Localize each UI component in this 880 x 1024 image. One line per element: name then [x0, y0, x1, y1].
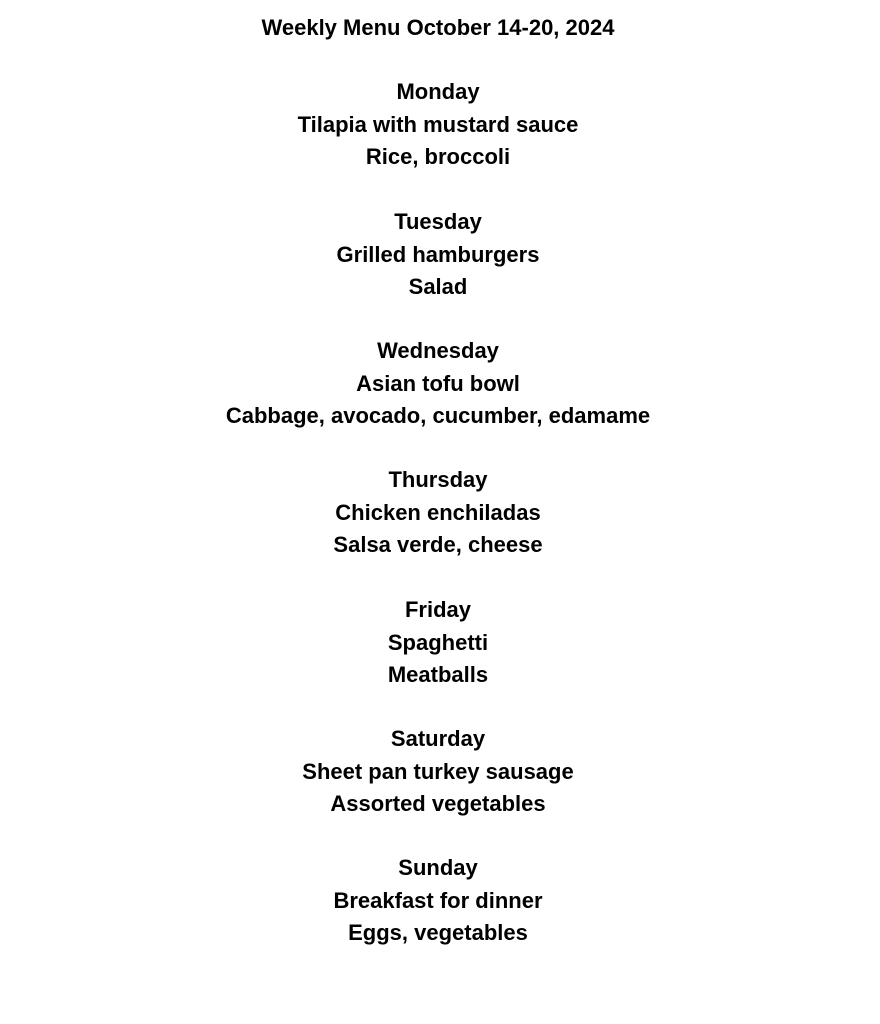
side-dish: Salsa verde, cheese: [333, 532, 543, 557]
day-name: Wednesday: [377, 338, 499, 363]
main-dish: Sheet pan turkey sausage: [302, 758, 574, 784]
main-dish: Spaghetti: [387, 629, 489, 655]
main-dish: Asian tofu bowl: [356, 370, 520, 396]
day-block-thursday: [0, 464, 876, 562]
day-name: Thursday: [388, 467, 488, 492]
main-dish: Chicken enchiladas: [335, 499, 541, 525]
day-block-monday: [0, 76, 876, 174]
day-name: Saturday: [390, 726, 486, 751]
menu-title: Weekly Menu October 14-20, 2024: [261, 15, 615, 40]
day-name: Tuesday: [394, 209, 482, 234]
side-dish: Cabbage, avocado, cucumber, edamame: [225, 403, 651, 428]
side-dish: Assorted vegetables: [330, 791, 546, 816]
day-block-tuesday: [0, 206, 876, 304]
day-name: Monday: [396, 79, 480, 104]
day-block-sunday: [0, 852, 876, 950]
day-block-wednesday: [0, 335, 876, 433]
day-name: Friday: [404, 597, 472, 622]
day-block-friday: [0, 594, 876, 692]
side-dish: Salad: [408, 274, 468, 299]
main-dish: Grilled hamburgers: [336, 241, 540, 267]
day-name: Sunday: [398, 855, 478, 880]
side-dish: Meatballs: [387, 662, 489, 687]
side-dish: Rice, broccoli: [365, 144, 511, 169]
day-block-saturday: [0, 723, 876, 821]
main-dish: Tilapia with mustard sauce: [297, 111, 579, 137]
main-dish: Breakfast for dinner: [333, 887, 543, 913]
side-dish: Eggs, vegetables: [348, 920, 528, 945]
